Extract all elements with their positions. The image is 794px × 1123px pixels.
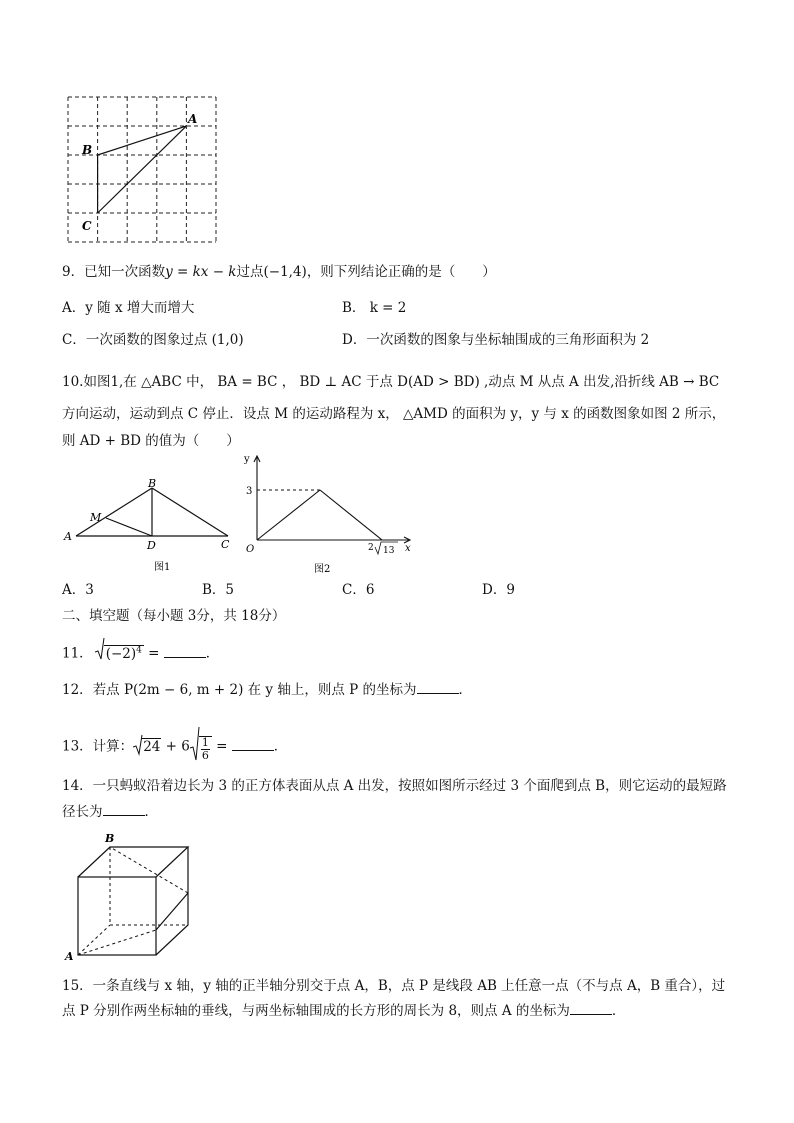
question-15-line-2: 点 P 分别作两坐标轴的垂线，与两坐标轴围成的长方形的周长为 8，则点 A 的坐标为 ． — [62, 1003, 626, 1019]
q14-cube-figure — [60, 830, 200, 964]
q10-figure-2 — [240, 450, 420, 578]
q14-answer-blank — [103, 802, 145, 816]
question-13: 13．计算： 24 + 6 $\frac{1}{6}$ = ． — [62, 732, 287, 762]
fig1-label-d: D — [147, 539, 156, 552]
point-label-a: A — [188, 112, 198, 126]
q12-answer-blank — [417, 680, 459, 694]
fig2-label-o: O — [246, 544, 255, 555]
q11-exponent: 4 — [136, 645, 142, 655]
cube-label-b: B — [105, 832, 115, 845]
q13-answer-blank — [232, 737, 274, 751]
grid-figure — [60, 92, 225, 248]
question-15-line-1: 15．一条直线与 x 轴，y 轴的正半轴分别交于点 A，B，点 P 是线段 AB 上任意一点（不与点 A，B 重合），过 — [62, 978, 726, 994]
q10-option-c: C．6 — [342, 582, 375, 598]
q9-option-c: C．一次函数的图象过点 (1,0) — [62, 332, 244, 348]
fig1-caption: 图1 — [154, 562, 171, 573]
q9-option-a: A．y 随 x 增大而增大 — [62, 300, 195, 316]
q13-numerator: 1 — [201, 736, 209, 749]
cube-label-a: A — [65, 950, 74, 963]
q13-denominator: 6 — [201, 749, 209, 762]
point-label-b: B — [82, 143, 93, 157]
q13-root-24: 24 — [143, 738, 161, 755]
question-12: 12．若点 P(2m − 6, m + 2) 在 y 轴上，则点 P 的坐标为 ． — [62, 682, 473, 698]
q9-option-b: B． k = 2 — [342, 300, 407, 316]
question-9-stem: 9．已知一次函数y = kx − k过点(−1,4)，则下列结论正确的是（ ） — [62, 264, 496, 280]
fig1-label-m: M — [90, 511, 102, 524]
fig1-label-b: B — [148, 478, 157, 490]
section-2-heading: 二、填空题（每小题 3分，共 18分） — [62, 608, 286, 624]
q9-point: (−1,4) — [263, 264, 307, 280]
q9-option-d: D．一次函数的图象与坐标轴围成的三角形面积为 2 — [342, 332, 650, 348]
q10-option-d: D．9 — [482, 582, 515, 598]
point-label-c: C — [82, 219, 92, 233]
q10-option-b: B．5 — [202, 582, 235, 598]
q15-answer-blank — [570, 1001, 612, 1015]
fig2-label-x: x — [405, 543, 411, 554]
q11-base: (−2) — [105, 645, 137, 662]
fig2-label-y: y — [244, 454, 250, 465]
question-10-line-2: 方向运动，运动到点 C 停止．设点 M 的运动路程为 x， △AMD 的面积为 y，y 与 x 的函数图象如图 2 所示， — [62, 406, 726, 422]
question-10-line-3: 则 AD + BD 的值为（ ） — [62, 433, 240, 449]
fig2-caption: 图2 — [314, 564, 331, 575]
fig1-label-c: C — [221, 538, 230, 551]
fig1-label-a: A — [64, 530, 72, 543]
fig2-label-13: 13 — [383, 546, 395, 556]
fig2-label-3: 3 — [246, 486, 253, 497]
q11-answer-blank — [164, 644, 206, 658]
q9-function: y = kx − k — [165, 264, 237, 280]
fig2-label-2: 2 — [368, 543, 374, 553]
q10-option-a: A．3 — [62, 582, 94, 598]
question-10-line-1: 10.如图1,在 △ABC 中， BA = BC ， BD ⊥ AC 于点 D(AD > BD) ,动点 M 从点 A 出发,沿折线 AB → BC — [62, 374, 720, 390]
question-11: 11． $(-2)^4$ = ． — [62, 640, 219, 666]
q10-figure-1 — [60, 478, 240, 578]
question-14-line-2: 径长为 ． — [62, 804, 158, 820]
question-14-line-1: 14．一只蚂蚁沿着边长为 3 的正方体表面从点 A 出发，按照如图所示经过 3 个面爬到点 B，则它运动的最短路 — [62, 778, 727, 794]
